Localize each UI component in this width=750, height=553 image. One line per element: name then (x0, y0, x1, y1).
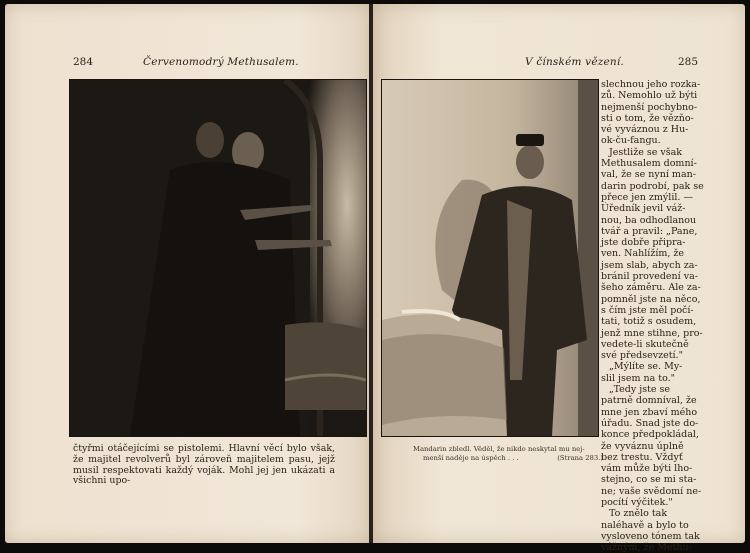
mandarin-photo (382, 80, 598, 436)
text-line: sti o tom, že vězňo- (601, 112, 694, 124)
text-line: úřadu. Snad jste do- (601, 417, 699, 429)
text-line: Jestliže se však (609, 146, 683, 158)
text-line: bez trestu. Vždyť (601, 451, 683, 463)
text-line: val, že se nyní man- (601, 169, 696, 181)
text-line: tati, totiž s osudem, (601, 316, 697, 328)
text-line: nejmenší pochybno- (601, 101, 698, 113)
text-line: vedete-li skutečně (601, 338, 689, 350)
text-line: Methusalem domní- (601, 158, 697, 170)
gunmen-photo (70, 80, 366, 436)
right-page-number: 285 (678, 56, 699, 68)
text-line: bránil provedení va- (601, 271, 698, 283)
text-line: přece jen zmýlil. — (601, 191, 693, 203)
text-line: jste dobře připra- (601, 237, 686, 249)
right-illustration (381, 79, 599, 437)
caption-page-ref: (Strana 283.) (557, 454, 603, 462)
text-line: „Mýlíte se. My- (609, 361, 683, 373)
photo-caption (413, 445, 603, 463)
text-line: vé vyváznou z Hu- (601, 124, 689, 136)
text-line: slil jsem na to." (601, 372, 676, 384)
text-line: vážným, že Methu- (601, 542, 692, 553)
text-line: darin podrobí, pak se (601, 180, 704, 192)
text-line: patrně domníval, že (601, 395, 697, 407)
text-line: To znělo tak (609, 508, 668, 520)
caption-line-2: menší naděje na úspěch . . . (423, 454, 519, 462)
caption-line-1: Mandarin zbledl. Věděl, že nikdo neskytal mu nej- (413, 445, 585, 453)
text-line: s čím jste měl počí- (601, 304, 694, 316)
text-line: jenž mne stihne, pro- (601, 327, 703, 339)
text-line: ok-ču-fangu. (601, 135, 661, 147)
text-line: své předsevzetí." (601, 350, 683, 362)
text-line: Úředník jevil váž- (601, 203, 686, 215)
left-illustration (69, 79, 367, 437)
text-line: zů. Nemohlo už býti (601, 90, 698, 102)
text-line: pomněl jste na něco, (601, 293, 701, 305)
text-line: vysloveno tónem tak (601, 530, 700, 542)
left-running-head: Červenomodrý Methusalem. (143, 56, 299, 68)
text-line: ven. Nahlížím, že (601, 248, 685, 260)
text-line: vám může býti lho- (601, 463, 693, 475)
text-line: že vyváznu úplně (601, 440, 684, 452)
right-running-head: V čínském vězení. (525, 56, 624, 68)
text-line: „Tedy jste se (609, 384, 671, 396)
text-line: naléhavě a bylo to (601, 519, 689, 531)
text-line: jsem slab, abych za- (601, 259, 698, 271)
text-line: konce předpokládal, (601, 429, 699, 441)
text-line: pocítí výčitek." (601, 496, 673, 508)
left-page (5, 4, 371, 543)
text-line: ne; vaše svědomí ne- (601, 485, 702, 497)
text-line: šeho záměru. Ale za- (601, 282, 701, 294)
book-spread (5, 4, 745, 553)
left-body-text: čtyřmi otáčejícími se pistolemi. Hlavní věcí bylo však, že majitel revolverů byl zároveň majitelem pasu, jejž musil respektovati každý voják. Mohl jej jen ukázati a všichni upo- (73, 443, 335, 487)
right-page (373, 4, 745, 553)
text-line: tvář a pravil: „Pane, (601, 225, 698, 237)
text-line: mne jen zbaví mého (601, 406, 698, 418)
text-line: slechnou jeho rozka- (601, 79, 701, 90)
right-body-column (601, 79, 741, 553)
text-line: stejno, co se mi sta- (601, 474, 697, 486)
left-page-number: 284 (73, 56, 94, 68)
text-line: nou, ba odhodlanou (601, 214, 697, 226)
